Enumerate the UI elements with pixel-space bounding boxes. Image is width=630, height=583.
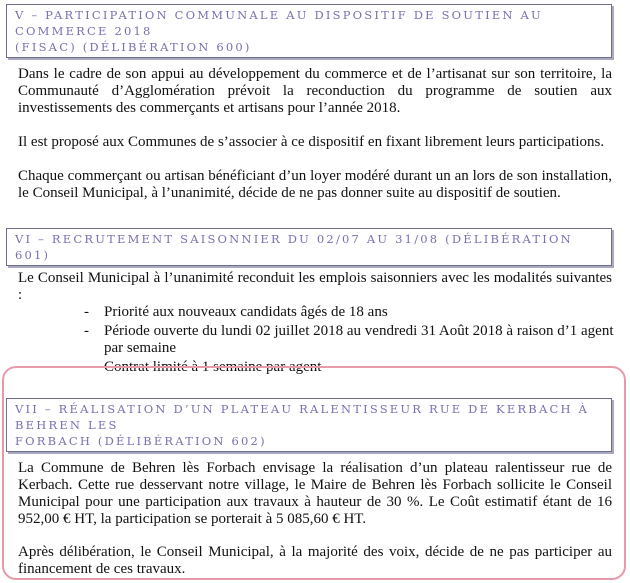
list-item: - Priorité aux nouveaux candidats âgés de 18 ans — [84, 304, 624, 321]
section-5-paragraph-3: Chaque commerçant ou artisan bénéficiant d’un loyer modéré durant un an lors de son installation, le Conseil Municipal, à l’unanimité, décide de ne pas donner suite au dispositif de soutien. — [18, 168, 612, 201]
section-7-heading-line1: VII – RÉALISATION D’UN PLATEAU RALENTISSEUR RUE DE KERBACH À BEHREN LES — [15, 402, 590, 432]
section-6-heading-text: VI – RECRUTEMENT SAISONNIER DU 02/07 AU 31/08 (DÉLIBÉRATION 601) — [15, 232, 573, 262]
section-7-paragraph-1: La Commune de Behren lès Forbach envisage la réalisation d’un plateau ralentisseur rue de Kerbach. Cette rue desservant notre village, le Maire de Behren lès Forbach sollicite le Conseil Municipal pour une participation aux travaux à hauteur de 30 %. Le Coût estimatif étant de 16 952,00 € HT, la participation se porterait à 5 085,60 € HT. — [18, 460, 612, 527]
section-5-heading-line1: V – PARTICIPATION COMMUNALE AU DISPOSITIF DE SOUTIEN AU COMMERCE 2018 — [15, 8, 543, 38]
section-5-heading — [6, 4, 612, 58]
section-7-paragraph-2: Après délibération, le Conseil Municipal, à la majorité des voix, décide de ne pas participer au financement de ces travaux. — [18, 544, 612, 577]
list-item: - Contrat limité à 1 semaine par agent — [84, 359, 624, 376]
section-5-paragraph-2: Il est proposé aux Communes de s’associer à ce dispositif en fixant librement leurs participations. — [18, 134, 605, 150]
section-5-paragraph-1: Dans le cadre de son appui au développement du commerce et de l’artisanat sur son territoire, la Communauté d’Agglomération prévoit la reconduction du programme de soutien aux investissements des commerçants et artisans pour l’année 2018. — [18, 66, 612, 116]
section-7-heading-line2: FORBACH (DÉLIBÉRATION 602) — [15, 434, 267, 448]
section-5-heading-line2: (FISAC) (DÉLIBÉRATION 600) — [15, 40, 252, 54]
section-6-heading — [6, 228, 612, 266]
section-7-heading — [6, 398, 612, 452]
list-item: - Période ouverte du lundi 02 juillet 2018 au vendredi 31 Août 2018 à raison d’1 agent par semaine — [84, 323, 624, 357]
section-6-bullet-list — [84, 304, 624, 378]
section-6-paragraph-1: Le Conseil Municipal à l’unanimité reconduit les emplois saisonniers avec les modalités suivantes : — [18, 270, 612, 303]
